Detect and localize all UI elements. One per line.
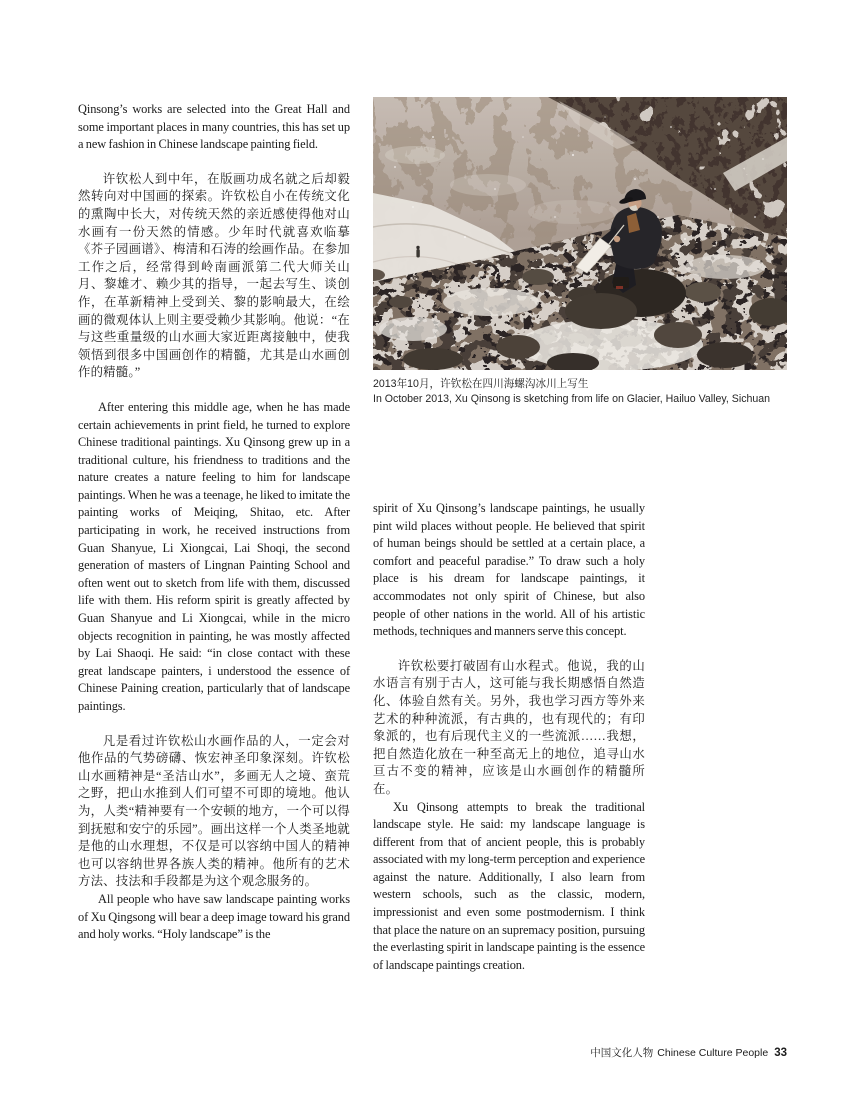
page-footer [0,1046,787,1060]
photo-caption-en: In October 2013, Xu Qinsong is sketching from life on Glacier, Hailuo Valley, Sichuan [373,392,771,405]
paragraph-en: spirit of Xu Qinsong’s landscape paintings, he usually pint wild places without people. He believed that spirit of human beings should be settled at a certain place, a comfort and peaceful paradise.” To draw such a holy place is his dream for landscape paintings, it accommodates not only spirit of Chinese, but also people of other nations in the world. All of his artistic methods, techniques and manners serve this concept. [373,501,645,639]
paragraph-zh: 凡是看过许钦松山水画作品的人，一定会对他作品的气势磅礴、恢宏神圣印象深刻。许钦松山水画精神是“圣洁山水”，多画无人之境、蛮荒之野，把山水推到人们可望不可即的境地。他认为，人类“精神要有一个安顿的地方，一个可以得到抚慰和安宁的乐园”。画出这样一个人类圣地就是他的山水理想，不仅是可以容纳中国人的精神也可以容纳世界各族人类的精神。他所有的艺术方法、技法和手段都是为这个观念服务的。 [78,733,350,889]
paragraph-en: Xu Qinsong attempts to break the traditional landscape style. He said: my landscape language is different from that of ancient people, this is probably associated with my long-term perception and experience against the nature. Additionally, I also learn from western schools, such as the classic, modern, impressionist and even some postmodernism. I think that place the nature on an supremacy position, pursuing the everlasting spirit in landscape painting is the essence of landscape paintings creation. [373,799,645,972]
photo-caption-cn: 2013年10月，许钦松在四川海螺沟冰川上写生 [373,378,589,390]
page-number: 33 [774,1047,787,1059]
paragraph-zh: 许钦松要打破固有山水程式。他说，我的山水语言有别于古人，这可能与我长期感悟自然造化、体验自然有关。另外，我也学习西方等外来艺术的种种流派，有古典的，也有现代的；有印象派的，也有后现代主义的一些流派……我想，把自然造化放在一种至高无上的地位，追寻山水亘古不变的精神，应该是山水画创作的精髓所在。 [373,658,645,796]
glacier-photo [373,97,787,370]
paragraph-zh: 许钦松人到中年，在版画功成名就之后却毅然转向对中国画的探索。许钦松自小在传统文化的熏陶中长大，对传统天然的亲近感使得他对山水画有一份天然的情感。少年时代就喜欢临摹《芥子园画谱》、梅清和石涛的绘画作品。在参加工作之后，经常得到岭南画派第二代大师关山月、黎雄才、赖少其的指导，一起去写生、谈创作，在革新精神上受到关、黎的影响最大，在绘画的微观体认上则主要受赖少其影响。他说：“在与这些重量级的山水画大家近距离接触中，使我领悟到很多中国画创作的精髓，尤其是山水画创作的精髓。” [78,171,350,380]
paragraph-en: All people who have saw landscape painting works of Xu Qingsong will bear a deep image toward his grand and holy works. “Holy landscape” is the [78,891,350,942]
journal-title-cn: 中国文化人物 [590,1047,654,1059]
photo-caption [373,377,787,406]
right-column [373,500,645,974]
photo-figure [373,97,787,406]
paragraph-en: Qinsong’s works are selected into the Great Hall and some important places in many countries, this has set up a new fashion in Chinese landscape painting field. [78,102,350,152]
journal-title-en: Chinese Culture People [657,1047,769,1059]
left-column [78,101,350,944]
paragraph-en: After entering this middle age, when he has made certain achievements in print field, he turned to explore Chinese traditional paintings. Xu Qinsong grew up in a traditional culture, his friendness to traditions and the nature creates a nature feeling to him for landscape paintings. When he was a teenage, he liked to imitate the painting works of Meiqing, Shitao, etc. After participating in work, he received instructions from Guan Shanyue, Li Xiongcai, Lai Shoqi, the second generation of masters of Lingnan Painting School and often went out to sketch from life with them, discussed life with them. His reform spirit is greatly affected by Guan Shanyue and Li Xiongcai, while in the micro objects recognition in painting, he was mostly affected by Lai Shaoqi. He said: “in close contact with these great landscape painters, i understood the essence of Chinese Paining creation, particularly that of landscape paintings. [78,399,350,713]
